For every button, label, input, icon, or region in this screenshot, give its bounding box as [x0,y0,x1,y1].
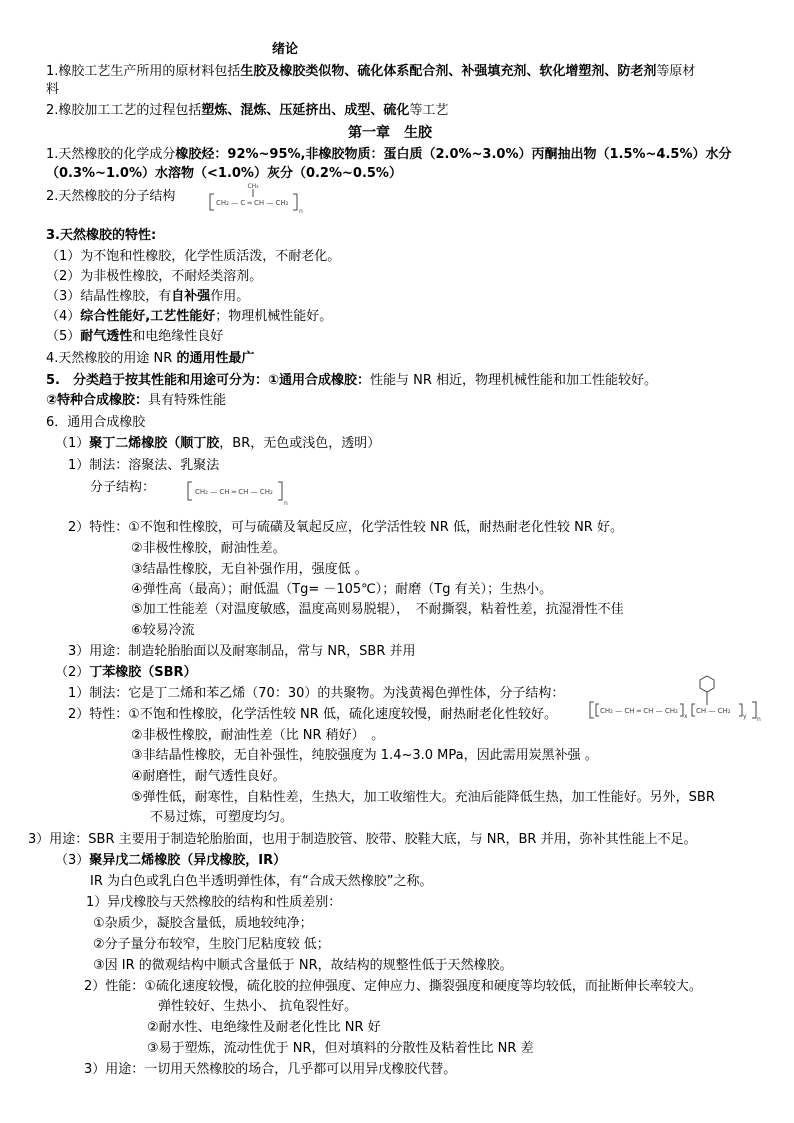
ir-property-1-cont: 弹性较好、生热小、 抗龟裂性好。 [158,999,358,1014]
formula-methyl: CH₃ [247,183,259,190]
classification: 5. 分类趋于按其性能和用途可分为：①通用合成橡胶：性能与 NR 相近，物理机械性能和加工性能较好。 [46,373,658,388]
nr-property-3: （3）结晶性橡胶，有自补强作用。 [46,289,250,304]
intro-line-1: 1.橡胶工艺生产所用的原材料包括生胶及橡胶类似物、硫化体系配合剂、补强填充剂、软化增塑剂、防老剂等原材 [46,64,696,79]
nr-usage: 4.天然橡胶的用途 NR 的通用性最广 [46,351,255,366]
sbr-property-3: ③非结晶性橡胶，无自补强性，纯胶强度为 1.4~3.0 MPa，因此需用炭黑补强 。 [131,748,598,763]
chapter-title: 第一章 生胶 [348,125,432,141]
br-property-3: ③结晶性橡胶，无自补强作用，强度低 。 [131,562,368,577]
nr-structure-label: 2.天然橡胶的分子结构 [46,189,176,204]
ir-heading: （3）聚异戊二烯橡胶（异戊橡胶，IR） [55,853,287,868]
br-usage: 3）用途：制造轮胎胎面以及耐寒制品，常与 NR，SBR 并用 [68,644,416,659]
intro-line-1-cont: 料 [46,82,60,97]
nr-composition-cont: （0.3%~1.0%）水溶物（<1.0%）灰分（0.2%~0.5%） [46,166,402,181]
sbr-usage: 3）用途：SBR 主要用于制造轮胎胎面，也用于制造胶管、胶带、胶鞋大底，与 NR，BR 并用，弥补其性能上不足。 [28,832,697,847]
ir-property-2: ②耐水性、电绝缘性及耐老化性比 NR 好 [147,1020,381,1035]
sbr-property-5: ⑤弹性低，耐寒性，自粘性差，生热大，加工收缩性大。充油后能降低生热，加工性能好。另外，SBR [131,790,715,805]
sbr-heading: （2）丁苯橡胶（SBR） [55,665,197,680]
ir-usage: 3）用途：一切用天然橡胶的场合，几乎都可以用异戊橡胶代替。 [84,1062,457,1077]
sbr-property-1: 2）特性：①不饱和性橡胶，化学活性较 NR 低，硫化速度较慢，耐热耐老化性较好。 [68,707,557,722]
br-structure-formula [180,478,292,508]
ir-property-3: ③易于塑炼，流动性优于 NR，但对填料的分散性及粘着性比 NR 差 [147,1041,534,1056]
intro-line-2: 2.橡胶加工工艺的过程包括塑炼、混炼、压延挤出、成型、硫化等工艺 [46,103,449,118]
br-property-6: ⑥较易冷流 [131,623,195,638]
sbr-structure-formula [586,672,760,722]
nr-property-4: （4）综合性能好,工艺性能好；物理机械性能好。 [46,309,333,324]
formula-subscript: n [299,208,303,215]
nr-property-1: （1）为不饱和性橡胶，化学性质活泼，不耐老化。 [46,249,341,264]
br-property-2: ②非极性橡胶，耐油性差。 [131,541,286,556]
sbr-property-5-cont: 不易过炼，可塑度均匀。 [150,810,294,825]
sbr-method: 1）制法：它是丁二烯和苯乙烯（70：30）的共聚物。为浅黄褐色弹性体，分子结构： [68,686,565,701]
sbr-formula-styrene: CH — CH₂ [696,707,731,715]
sbr-property-4: ④耐磨性，耐气透性良好。 [131,769,286,784]
sbr-formula-y: y [743,713,747,720]
ir-difference-2: ②分子量分布较窄，生胶门尼粘度较 低； [93,937,330,952]
intro-title: 绪论 [272,42,299,57]
formula-chain: CH₂ — C ═ CH — CH₂ [216,199,289,207]
br-structure-label: 分子结构： [90,480,156,495]
nr-structure-formula [200,180,310,214]
ir-differences-heading: 1）异戊橡胶与天然橡胶的结构和性质差别： [86,895,342,910]
nr-property-2: （2）为非极性橡胶，不耐烃类溶剂。 [46,269,263,284]
sbr-formula-x: x [684,713,688,720]
ir-property-1: 2）性能：①硫化速度较慢，硫化胶的拉伸强度、定伸应力、撕裂强度和硬度等均较低，而扯断伸长率较大。 [84,979,702,994]
sbr-formula-n: n [757,716,761,723]
general-synthetic-heading: 6．通用合成橡胶 [46,415,146,430]
sbr-formula-butadiene: CH₂ — CH ═ CH — CH₂ [600,707,678,715]
nr-composition: 1.天然橡胶的化学成分橡胶烃：92%~95%,非橡胶物质：蛋白质（2.0%~3.0%）丙酮抽出物（1.5%~4.5%）水分 [46,147,732,162]
br-heading: （1）聚丁二烯橡胶（顺丁胶，BR，无色或浅色，透明） [55,436,381,451]
sbr-property-2: ②非极性橡胶，耐油性差（比 NR 稍好） 。 [131,728,385,743]
nr-properties-heading: 3.天然橡胶的特性: [46,228,157,243]
br-formula-subscript: n [284,500,288,507]
br-property-4: ④弹性高（最高）；耐低温（Tg= －105℃）；耐磨（Tg 有关）；生热小。 [131,582,553,597]
ir-difference-1: ①杂质少，凝胶含量低，质地较纯净； [93,916,313,931]
br-property-1: 2）特性：①不饱和性橡胶，可与硫磺及氧起反应，化学活性较 NR 低，耐热耐老化性较 NR 好。 [68,520,623,535]
br-formula-chain: CH₂ — CH ═ CH — CH₂ [195,488,273,496]
classification-special: ②特种合成橡胶：具有特殊性能 [46,393,227,408]
ir-intro: IR 为白色或乳白色半透明弹性体，有“合成天然橡胶”之称。 [90,874,433,889]
nr-property-5: （5）耐气透性和电绝缘性良好 [46,329,224,344]
br-method: 1）制法：溶聚法、乳聚法 [68,458,220,473]
br-property-5: ⑤加工性能差（对温度敏感，温度高则易脱辊）， 不耐撕裂，粘着性差，抗湿滑性不佳 [131,602,624,617]
ir-difference-3: ③因 IR 的微观结构中顺式含量低于 NR，故结构的规整性低于天然橡胶。 [93,958,513,973]
